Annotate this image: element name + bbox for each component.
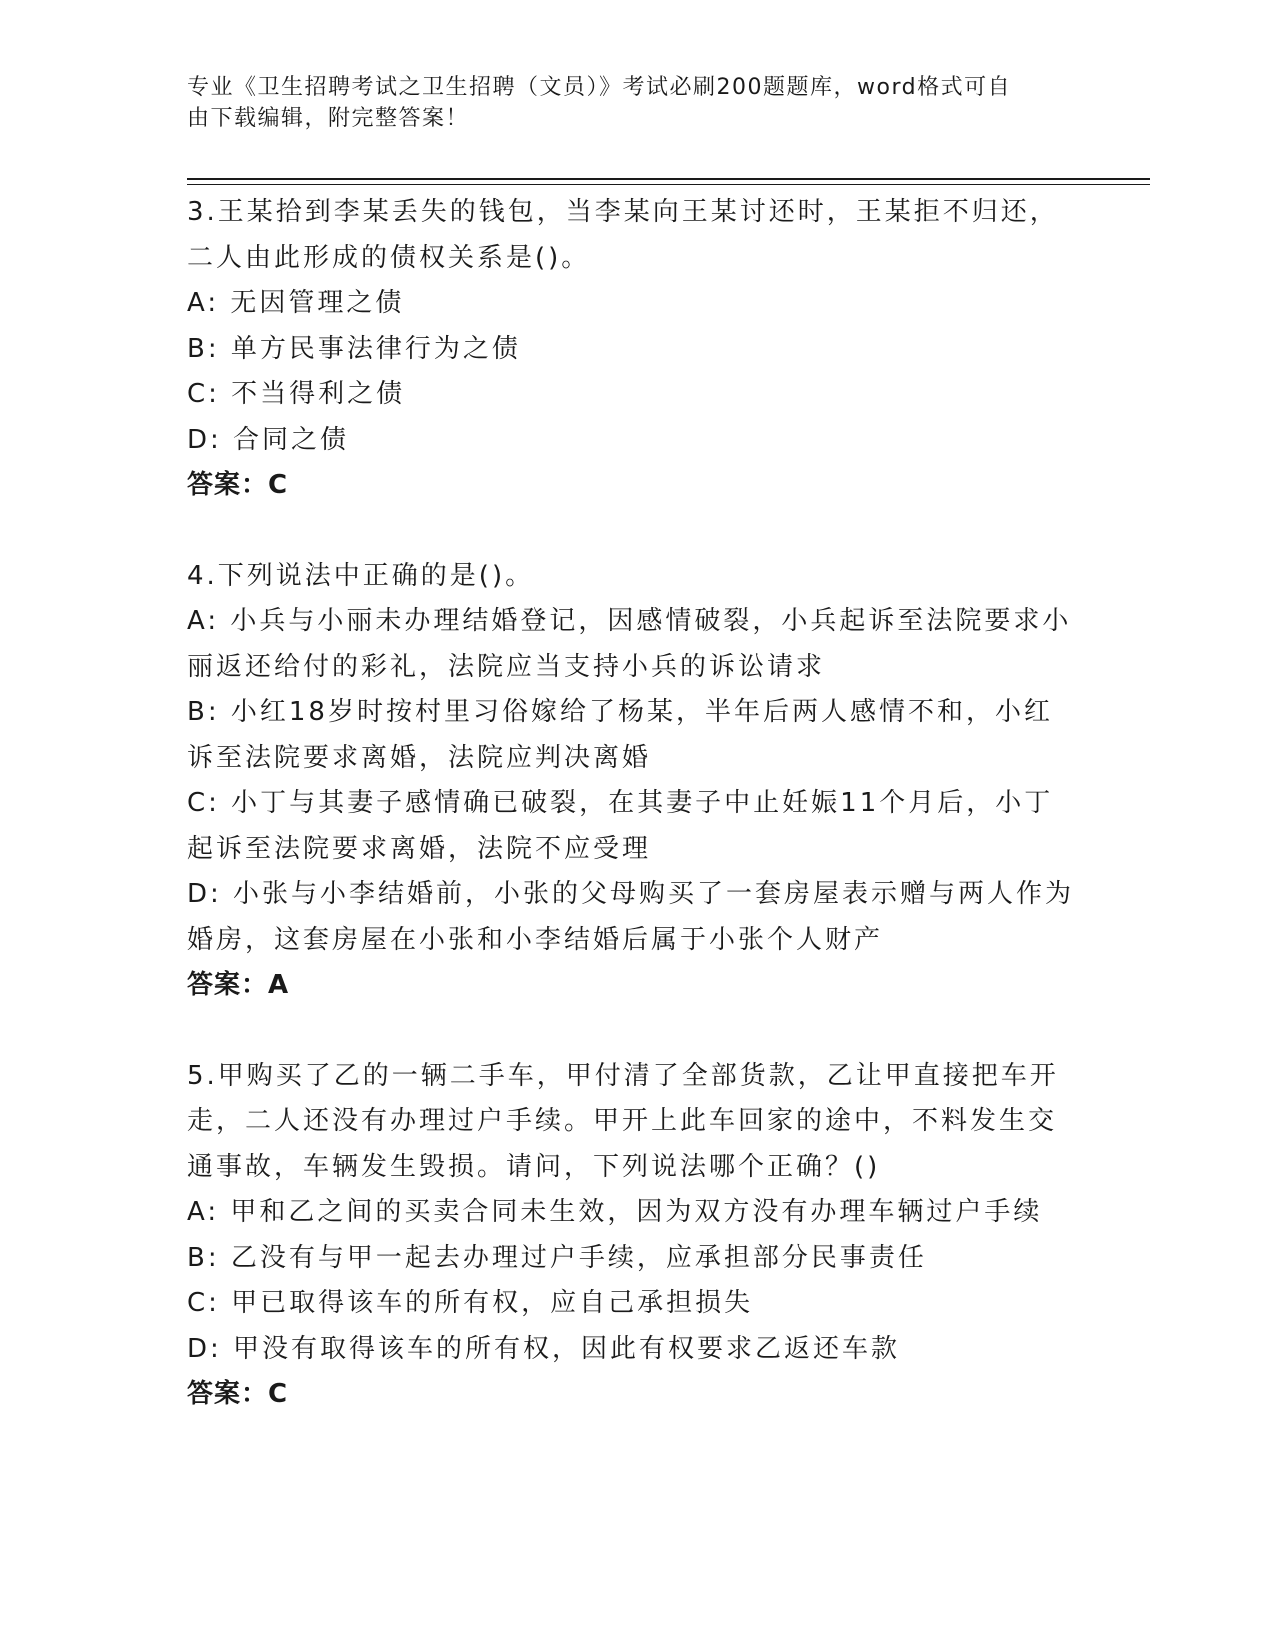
question-stem-line: 走，二人还没有办理过户手续。甲开上此车回家的途中，不料发生交 — [187, 1106, 1058, 1136]
option-c-continued: 起诉至法院要求离婚，法院不应受理 — [187, 833, 652, 864]
option-c: C: 甲已取得该车的所有权，应自己承担损失 — [187, 1288, 754, 1318]
question-list — [187, 190, 1087, 1418]
question-stem-line: 二人由此形成的债权关系是()。 — [187, 242, 591, 273]
question-stem-line: 3.王某拾到李某丢失的钱包，当李某向王某讨还时，王某拒不归还， — [187, 197, 1059, 227]
option-b: B: 单方民事法律行为之债 — [187, 333, 521, 364]
header-divider-thick — [187, 178, 1150, 180]
document-header — [187, 72, 1067, 134]
question-4 — [187, 554, 1087, 1009]
option-c: C: 小丁与其妻子感情确已破裂，在其妻子中止妊娠11个月后，小丁 — [187, 788, 1054, 818]
header-line-1: 专业《卫生招聘考试之卫生招聘（文员）》考试必刷200题题库，word格式可自 — [187, 75, 1012, 100]
option-d: D: 甲没有取得该车的所有权，因此有权要求乙返还车款 — [187, 1333, 901, 1364]
question-stem-line: 通事故，车辆发生毁损。请问，下列说法哪个正确？() — [187, 1151, 881, 1182]
answer-line: 答案：C — [187, 1379, 289, 1409]
option-b: B: 乙没有与甲一起去办理过户手续，应承担部分民事责任 — [187, 1242, 927, 1273]
answer-line: 答案：C — [187, 470, 289, 500]
option-d-continued: 婚房，这套房屋在小张和小李结婚后属于小张个人财产 — [187, 924, 884, 955]
option-a: A: 甲和乙之间的买卖合同未生效，因为双方没有办理车辆过户手续 — [187, 1197, 1043, 1227]
question-5 — [187, 1054, 1087, 1418]
option-d: D: 合同之债 — [187, 424, 350, 455]
question-stem-line: 5.甲购买了乙的一辆二手车，甲付清了全部货款，乙让甲直接把车开 — [187, 1060, 1059, 1091]
question-gap — [187, 509, 1087, 554]
question-gap — [187, 1009, 1087, 1054]
option-b: B: 小红18岁时按村里习俗嫁给了杨某，半年后两人感情不和，小红 — [187, 697, 1053, 727]
answer-line: 答案：A — [187, 970, 290, 1000]
header-divider-thin — [187, 184, 1150, 185]
question-3 — [187, 190, 1087, 509]
option-a: A: 无因管理之债 — [187, 288, 405, 318]
option-c: C: 不当得利之债 — [187, 379, 406, 409]
option-a: A: 小兵与小丽未办理结婚登记，因感情破裂，小兵起诉至法院要求小 — [187, 606, 1072, 636]
option-b-continued: 诉至法院要求离婚，法院应判决离婚 — [187, 742, 652, 773]
option-a-continued: 丽返还给付的彩礼，法院应当支持小兵的诉讼请求 — [187, 651, 826, 682]
option-d: D: 小张与小李结婚前，小张的父母购买了一套房屋表示赠与两人作为 — [187, 879, 1075, 909]
question-stem-line: 4.下列说法中正确的是()。 — [187, 560, 535, 591]
header-line-2: 由下载编辑，附完整答案！ — [187, 106, 470, 131]
